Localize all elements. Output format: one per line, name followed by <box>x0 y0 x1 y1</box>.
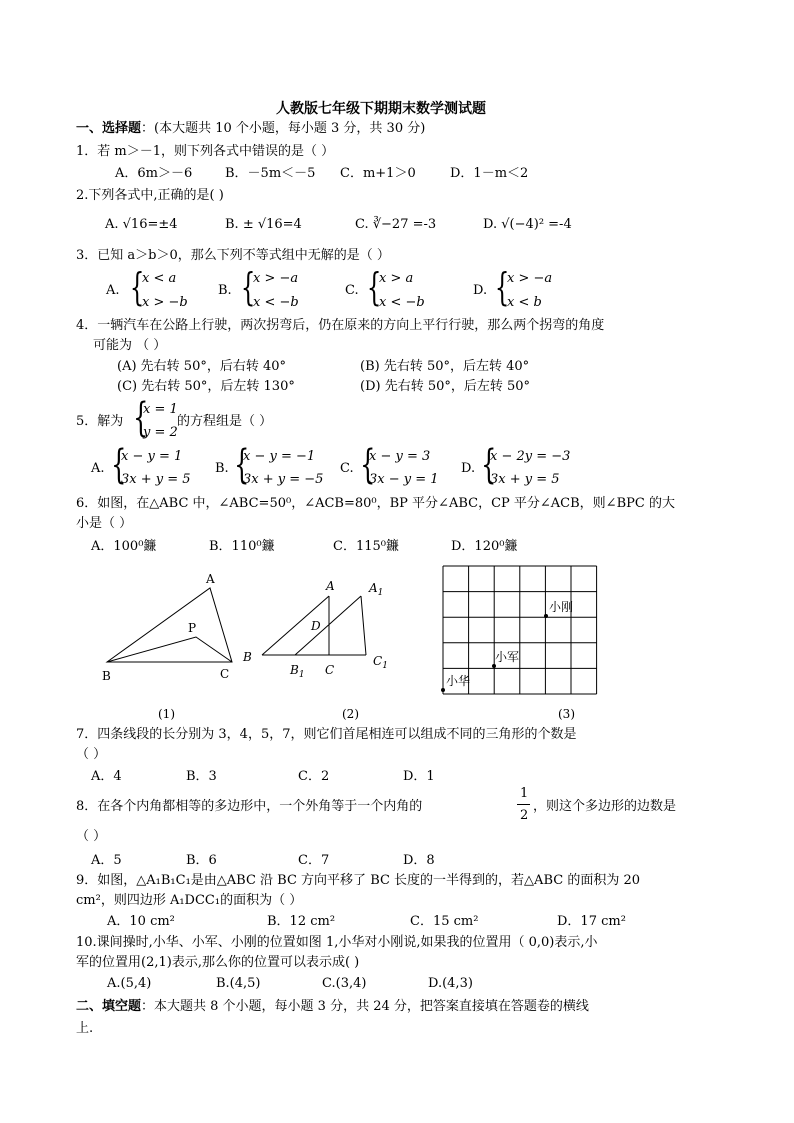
system-line: x − y = 1 <box>121 449 183 464</box>
question-stem-cont: cm²，则四边形 A₁DCC₁的面积为（ ） <box>76 893 303 908</box>
system-line: x − y = 3 <box>369 449 431 464</box>
question-stem: 1．若 m＞－1，则下列各式中错误的是（ ） <box>76 144 335 159</box>
brace-icon: { <box>360 442 376 488</box>
fig2-label-c1-letter: C <box>373 654 383 668</box>
option: A.(5,4) <box>107 976 152 991</box>
question-stem-cont: （ ） <box>76 829 107 844</box>
section-label: 一、选择题 <box>76 121 142 136</box>
option: D.(4,3) <box>428 976 473 991</box>
brace-icon: { <box>494 265 510 309</box>
option: C．15 cm² <box>410 914 479 929</box>
fig2-label-a1 <box>368 581 383 598</box>
fig2-label-d: D <box>311 619 321 633</box>
option: (D) 先右转 50°，后左转 50° <box>360 379 531 394</box>
fig2-label-b1-letter: B <box>290 663 299 677</box>
option: B. ± √16=4 <box>225 217 302 232</box>
point-xiaogang <box>544 614 548 618</box>
fig3-caption: (3) <box>558 707 575 721</box>
option: D. √(−4)² =-4 <box>483 217 572 232</box>
option: (B) 先右转 50°，后左转 40° <box>360 359 530 374</box>
fig2-label-a: A <box>326 579 335 593</box>
option: D．1 <box>403 769 435 784</box>
system-line: x > a <box>379 271 414 286</box>
question-stem: 9．如图，△A₁B₁C₁是由△ABC 沿 BC 方向平移了 BC 长度的一半得到的，若△ABC 的面积为 20 <box>76 873 640 888</box>
brace-icon: { <box>111 442 127 488</box>
section-label: 二、填空题 <box>76 999 142 1014</box>
triangle-abc <box>107 588 232 662</box>
fig3-label-xiaojun: 小军 <box>495 650 520 664</box>
question-stem: 7．四条线段的长分别为 3，4，5，7，则它们首尾相连可以组成不同的三角形的个数是 <box>76 727 577 742</box>
bisector-lines <box>107 637 232 662</box>
fraction-denominator: 2 <box>520 808 529 823</box>
fig3-label-xiaogang: 小刚 <box>549 600 574 614</box>
option: C.(3,4) <box>322 976 367 991</box>
question-stem-cont: （ ） <box>76 747 107 762</box>
brace-icon: { <box>133 395 149 441</box>
option: (C) 先右转 50°，后左转 130° <box>117 379 295 394</box>
option: A．5 <box>91 853 122 868</box>
fig2-label-a1-sub: 1 <box>377 588 384 598</box>
fig1-label-p: P <box>188 621 197 635</box>
option: B．12 cm² <box>267 914 336 929</box>
question-stem: 4．一辆汽车在公路上行驶，两次拐弯后，仍在原来的方向上平行行驶，那么两个拐弯的角度 <box>76 318 605 333</box>
fig1-label-c: C <box>220 667 230 681</box>
option-letter: A. <box>91 461 105 476</box>
option: C．115⁰鐮 <box>333 539 399 554</box>
option: A．6m＞－6 <box>115 166 193 181</box>
option: B．6 <box>186 853 217 868</box>
option-letter: C. <box>340 461 354 476</box>
question-stem: 2.下列各式中,正确的是( ) <box>76 188 224 203</box>
option: A．10 cm² <box>107 914 175 929</box>
option-letter: B. <box>215 461 229 476</box>
fig2-label-a1-letter: A <box>369 581 378 595</box>
system-line: x < a <box>142 271 177 286</box>
question-stem-post: 的方程组是（ ） <box>177 414 273 429</box>
option-letter: D. <box>461 461 476 476</box>
option: (A) 先右转 50°，后右转 40° <box>117 359 287 374</box>
system-line: 3x + y = 5 <box>121 472 191 487</box>
option: C. ∛−27 =-3 <box>355 217 437 232</box>
page-title: 人教版七年级下期期末数学测试题 <box>276 101 486 117</box>
option: C．m+1＞0 <box>340 166 416 181</box>
question-stem-post: ，则这个多边形的边数是 <box>533 799 677 814</box>
option: D．8 <box>403 853 435 868</box>
fig2-label-b: B <box>243 650 252 664</box>
section-desc: ：(本大题共 10 个小题，每小题 3 分，共 30 分) <box>141 121 426 136</box>
fraction-bar <box>517 804 530 805</box>
brace-icon: { <box>240 265 256 309</box>
question-stem: 3．已知 a＞b＞0，那么下列不等式组中无解的是（ ） <box>76 248 390 263</box>
system-line: 3x + y = 5 <box>490 472 560 487</box>
system-line: x < −b <box>253 295 299 310</box>
fig2-label-c1-sub: 1 <box>382 661 388 671</box>
option: D．17 cm² <box>557 914 626 929</box>
option-letter: D. <box>473 283 488 298</box>
option: B.(4,5) <box>216 976 261 991</box>
brace-icon: { <box>481 442 497 488</box>
fig2-label-c1 <box>373 654 388 671</box>
point-xiaohua <box>441 688 445 692</box>
section-desc-cont: 上. <box>76 1021 94 1036</box>
fig2-label-b1-sub: 1 <box>298 670 305 680</box>
option: A．4 <box>91 769 122 784</box>
system-line: x > −a <box>253 271 299 286</box>
system-line: 3x + y = −5 <box>243 472 324 487</box>
fig1-label-a: A <box>206 572 215 586</box>
section-desc: ：本大题共 8 个小题，每小题 3 分，共 24 分，把答案直接填在答题卷的横线 <box>141 999 589 1014</box>
system-line: x < b <box>507 295 542 310</box>
question-stem: 8．在各个内角都相等的多边形中，一个外角等于一个内角的 <box>76 799 423 814</box>
option: A. √16=±4 <box>105 217 178 232</box>
fraction-numerator: 1 <box>520 786 529 801</box>
section-heading <box>76 999 589 1015</box>
option: D．120⁰鐮 <box>451 539 518 554</box>
question-stem-pre: 5．解为 <box>76 414 124 429</box>
option: A．100⁰鐮 <box>91 539 157 554</box>
system-line: x = 1 <box>143 402 178 417</box>
fig2-label-c: C <box>325 663 335 677</box>
figure-1 <box>107 588 232 662</box>
fig1-caption: (1) <box>158 707 175 721</box>
option: D．1－m＜2 <box>450 166 529 181</box>
brace-icon: { <box>129 265 145 309</box>
question-stem: 10.课间操时,小华、小军、小刚的位置如图 1,小华对小刚说,如果我的位置用（ 0,0)表示,小 <box>76 935 598 950</box>
question-stem-cont: 小是（ ） <box>76 516 133 531</box>
fig1-label-b: B <box>102 669 111 683</box>
system-line: y = 2 <box>143 425 178 440</box>
point-xiaojun <box>492 664 496 668</box>
option: C．7 <box>298 853 330 868</box>
system-line: 3x − y = 1 <box>369 472 439 487</box>
system-line: x > −a <box>507 271 553 286</box>
fig2-label-b1 <box>289 663 305 680</box>
fig3-label-xiaohua: 小华 <box>446 674 471 688</box>
brace-icon: { <box>366 265 382 309</box>
option-letter: C. <box>345 283 359 298</box>
option: B．110⁰鐮 <box>209 539 275 554</box>
option: B．3 <box>186 769 217 784</box>
system-line: x > −b <box>142 295 188 310</box>
question-stem-cont: 可能为 （ ） <box>93 338 167 353</box>
question-stem: 6．如图，在△ABC 中，∠ABC=50⁰，∠ACB=80⁰，BP 平分∠ABC，CP 平分∠ACB，则∠BPC 的大 <box>76 496 675 511</box>
option-letter: B. <box>218 283 232 298</box>
side-a1c1 <box>361 596 366 655</box>
option: B．－5m＜－5 <box>225 166 316 181</box>
question-stem-cont: 军的位置用(2,1)表示,那么你的位置可以表示成( ) <box>76 955 360 970</box>
option-letter: A. <box>106 283 120 298</box>
system-line: x < −b <box>379 295 425 310</box>
side-a1b1 <box>295 596 361 655</box>
system-line: x − y = −1 <box>243 449 316 464</box>
fig2-caption: (2) <box>342 707 359 721</box>
system-line: x − 2y = −3 <box>490 449 571 464</box>
brace-icon: { <box>234 442 250 488</box>
option: C．2 <box>298 769 330 784</box>
